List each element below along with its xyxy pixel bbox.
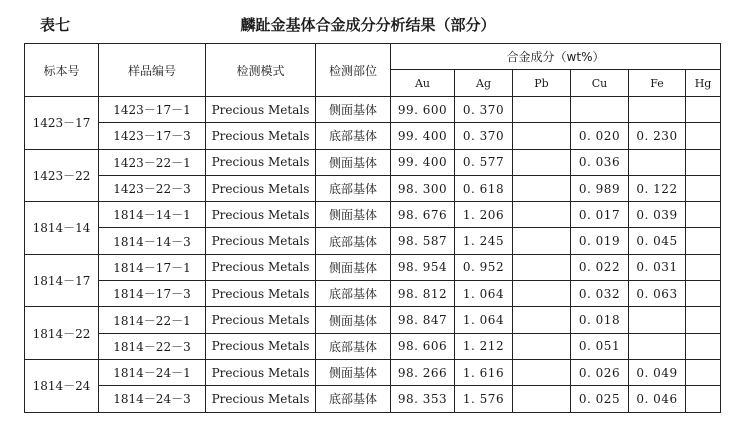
detection-mode-cell: Precious Metals [206, 97, 316, 123]
detection-mode-cell: Precious Metals [206, 281, 316, 307]
detection-mode-cell: Precious Metals [206, 254, 316, 280]
ag-value-cell: 1. 064 [455, 307, 513, 333]
sample-number-cell: 1423－17－1 [99, 97, 206, 123]
table-row [25, 359, 721, 385]
ag-value-cell: 1. 616 [455, 359, 513, 385]
ag-value-cell: 0. 370 [455, 123, 513, 149]
fe-value-cell [629, 97, 686, 123]
location-cell: 侧面基体 [316, 307, 391, 333]
pb-value-cell [513, 149, 571, 175]
sample-number-cell: 1814－22－1 [99, 307, 206, 333]
location-cell: 底部基体 [316, 123, 391, 149]
fe-value-cell: 0. 039 [629, 202, 686, 228]
cu-value-cell: 0. 051 [571, 333, 629, 359]
fe-value-cell [629, 307, 686, 333]
au-value-cell: 98. 954 [391, 254, 455, 280]
au-value-cell: 98. 300 [391, 175, 455, 201]
au-value-cell: 98. 353 [391, 386, 455, 412]
au-value-cell: 98. 676 [391, 202, 455, 228]
detection-mode-cell: Precious Metals [206, 175, 316, 201]
location-cell: 底部基体 [316, 228, 391, 254]
composition-table [24, 43, 721, 413]
fe-value-cell: 0. 063 [629, 281, 686, 307]
pb-value-cell [513, 97, 571, 123]
specimen-number-cell: 1814－22 [25, 307, 99, 360]
table-title: 麟趾金基体合金成分分析结果（部分） [240, 16, 496, 34]
cu-value-cell: 0. 032 [571, 281, 629, 307]
fe-value-cell: 0. 230 [629, 123, 686, 149]
header-element-hg: Hg [686, 70, 721, 97]
ag-value-cell: 1. 064 [455, 281, 513, 307]
specimen-number-cell: 1814－14 [25, 202, 99, 255]
specimen-number-cell: 1814－24 [25, 359, 99, 412]
ag-value-cell: 0. 577 [455, 149, 513, 175]
ag-value-cell: 1. 245 [455, 228, 513, 254]
location-cell: 侧面基体 [316, 97, 391, 123]
cu-value-cell: 0. 036 [571, 149, 629, 175]
pb-value-cell [513, 281, 571, 307]
sample-number-cell: 1814－17－1 [99, 254, 206, 280]
sample-number-cell: 1814－17－3 [99, 281, 206, 307]
pb-value-cell [513, 307, 571, 333]
hg-value-cell [686, 202, 721, 228]
table-row [25, 149, 721, 175]
ag-value-cell: 1. 212 [455, 333, 513, 359]
ag-value-cell: 1. 206 [455, 202, 513, 228]
detection-mode-cell: Precious Metals [206, 123, 316, 149]
au-value-cell: 98. 266 [391, 359, 455, 385]
ag-value-cell: 0. 370 [455, 97, 513, 123]
table-number: 表七 [40, 16, 71, 34]
hg-value-cell [686, 359, 721, 385]
specimen-number-cell: 1423－22 [25, 149, 99, 202]
header-element-cu: Cu [571, 70, 629, 97]
au-value-cell: 98. 812 [391, 281, 455, 307]
header-specimen-no: 标本号 [25, 44, 99, 97]
hg-value-cell [686, 307, 721, 333]
location-cell: 底部基体 [316, 175, 391, 201]
sample-number-cell: 1423－22－3 [99, 175, 206, 201]
cu-value-cell: 0. 020 [571, 123, 629, 149]
cu-value-cell [571, 97, 629, 123]
fe-value-cell: 0. 045 [629, 228, 686, 254]
hg-value-cell [686, 281, 721, 307]
cu-value-cell: 0. 989 [571, 175, 629, 201]
hg-value-cell [686, 123, 721, 149]
fe-value-cell: 0. 031 [629, 254, 686, 280]
hg-value-cell [686, 333, 721, 359]
hg-value-cell [686, 254, 721, 280]
pb-value-cell [513, 386, 571, 412]
header-sample-no: 样品编号 [99, 44, 206, 97]
hg-value-cell [686, 228, 721, 254]
pb-value-cell [513, 254, 571, 280]
fe-value-cell: 0. 046 [629, 386, 686, 412]
ag-value-cell: 0. 618 [455, 175, 513, 201]
table-row [25, 254, 721, 280]
au-value-cell: 98. 606 [391, 333, 455, 359]
detection-mode-cell: Precious Metals [206, 202, 316, 228]
cu-value-cell: 0. 022 [571, 254, 629, 280]
detection-mode-cell: Precious Metals [206, 228, 316, 254]
detection-mode-cell: Precious Metals [206, 307, 316, 333]
pb-value-cell [513, 359, 571, 385]
table-body [25, 97, 721, 413]
au-value-cell: 98. 847 [391, 307, 455, 333]
detection-mode-cell: Precious Metals [206, 149, 316, 175]
ag-value-cell: 1. 576 [455, 386, 513, 412]
table-row [25, 281, 721, 307]
au-value-cell: 99. 600 [391, 97, 455, 123]
table-row [25, 123, 721, 149]
hg-value-cell [686, 97, 721, 123]
table-row [25, 97, 721, 123]
header-element-fe: Fe [629, 70, 686, 97]
sample-number-cell: 1423－22－1 [99, 149, 206, 175]
au-value-cell: 99. 400 [391, 123, 455, 149]
detection-mode-cell: Precious Metals [206, 333, 316, 359]
hg-value-cell [686, 386, 721, 412]
pb-value-cell [513, 202, 571, 228]
cu-value-cell: 0. 018 [571, 307, 629, 333]
location-cell: 侧面基体 [316, 359, 391, 385]
cu-value-cell: 0. 026 [571, 359, 629, 385]
location-cell: 底部基体 [316, 333, 391, 359]
hg-value-cell [686, 149, 721, 175]
pb-value-cell [513, 333, 571, 359]
cu-value-cell: 0. 025 [571, 386, 629, 412]
table-row [25, 333, 721, 359]
cu-value-cell: 0. 017 [571, 202, 629, 228]
specimen-number-cell: 1814－17 [25, 254, 99, 307]
header-composition-group: 合金成分（wt%） [391, 44, 721, 70]
pb-value-cell [513, 228, 571, 254]
au-value-cell: 99. 400 [391, 149, 455, 175]
detection-mode-cell: Precious Metals [206, 386, 316, 412]
header-element-ag: Ag [455, 70, 513, 97]
sample-number-cell: 1814－24－3 [99, 386, 206, 412]
pb-value-cell [513, 123, 571, 149]
pb-value-cell [513, 175, 571, 201]
fe-value-cell: 0. 049 [629, 359, 686, 385]
location-cell: 底部基体 [316, 281, 391, 307]
location-cell: 底部基体 [316, 386, 391, 412]
fe-value-cell [629, 149, 686, 175]
hg-value-cell [686, 175, 721, 201]
detection-mode-cell: Precious Metals [206, 359, 316, 385]
sample-number-cell: 1814－22－3 [99, 333, 206, 359]
fe-value-cell [629, 333, 686, 359]
table-row [25, 175, 721, 201]
sample-number-cell: 1814－14－3 [99, 228, 206, 254]
sample-number-cell: 1814－14－1 [99, 202, 206, 228]
specimen-number-cell: 1423－17 [25, 97, 99, 150]
table-row [25, 307, 721, 333]
header-element-au: Au [391, 70, 455, 97]
location-cell: 侧面基体 [316, 149, 391, 175]
ag-value-cell: 0. 952 [455, 254, 513, 280]
au-value-cell: 98. 587 [391, 228, 455, 254]
header-row-1 [25, 44, 721, 70]
table-row [25, 228, 721, 254]
sample-number-cell: 1423－17－3 [99, 123, 206, 149]
fe-value-cell: 0. 122 [629, 175, 686, 201]
table-caption [0, 0, 736, 40]
table-row [25, 202, 721, 228]
location-cell: 侧面基体 [316, 202, 391, 228]
sample-number-cell: 1814－24－1 [99, 359, 206, 385]
location-cell: 侧面基体 [316, 254, 391, 280]
header-mode: 检测模式 [206, 44, 316, 97]
table-row [25, 386, 721, 412]
cu-value-cell: 0. 019 [571, 228, 629, 254]
header-location: 检测部位 [316, 44, 391, 97]
header-element-pb: Pb [513, 70, 571, 97]
